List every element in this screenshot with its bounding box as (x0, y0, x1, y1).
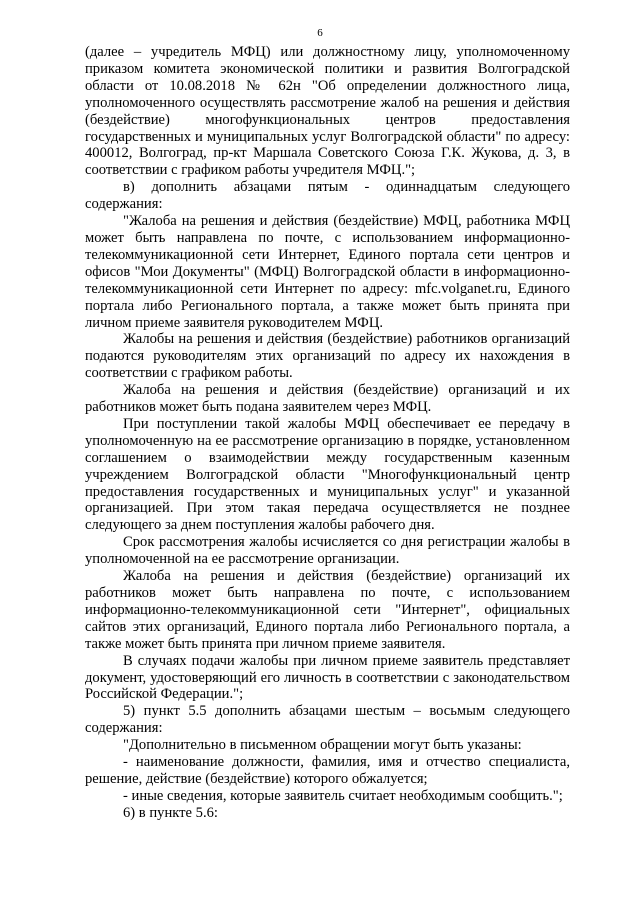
paragraph: Жалоба на решения и действия (бездействие) организаций их работников может быть направлена по почте, с использованием информационно-телекоммуникационной сети "Интернет", официальных сайтов этих организаций, Единого портала либо Регионального портала, а также может быть принята при личном приеме заявителя. (85, 568, 570, 652)
paragraph: В случаях подачи жалобы при личном приеме заявитель представляет документ, удостоверяющий его личность в соответствии с законодательством Российской Федерации."; (85, 652, 570, 703)
document-body (85, 44, 570, 822)
page-number: 6 (317, 27, 323, 39)
paragraph: 6) в пункте 5.6: (123, 804, 218, 821)
paragraph: "Жалоба на решения и действия (бездействие) МФЦ, работника МФЦ может быть направлена по почте, с использованием информационно-телекоммуникационной сети Интернет, Единого портала сети центров и офисов "Мои Документы" (МФЦ) Волгоградской области в информационно-телекоммуникационной сети Интернет по адресу: mfc.volganet.ru, Единого портала либо Регионального портала, а также может быть принята при личном приеме заявителя руководителем МФЦ. (85, 213, 570, 331)
paragraph: - иные сведения, которые заявитель считает необходимым сообщить."; (123, 787, 563, 804)
paragraph: Жалобы на решения и действия (бездействие) работников организаций подаются руководителям этих организаций по адресу их нахождения в соответствии с графиком работы. (85, 331, 570, 382)
paragraph: 5) пункт 5.5 дополнить абзацами шестым – восьмым следующего содержания: (85, 703, 570, 737)
paragraph: - наименование должности, фамилия, имя и отчество специалиста, решение, действие (бездействие) которого обжалуется; (85, 754, 570, 787)
paragraph: Жалоба на решения и действия (бездействие) организаций и их работников может быть подана заявителем через МФЦ. (85, 382, 570, 416)
paragraph: При поступлении такой жалобы МФЦ обеспечивает ее передачу в уполномоченную на ее рассмотрение организацию в порядке, установленном соглашением о взаимодействии между государственным казенным учреждением Волгоградской области "Многофункциональный центр предоставления государственных и муниципальных услуг" и указанной организацией. При этом такая передача осуществляется не позднее следующего за днем поступления жалобы рабочего дня. (85, 415, 570, 534)
paragraph: Срок рассмотрения жалобы исчисляется со дня регистрации жалобы в уполномоченной на ее рассмотрение организации. (85, 534, 570, 568)
paragraph: "Дополнительно в письменном обращении могут быть указаны: (123, 737, 522, 754)
paragraph: (далее – учредитель МФЦ) или должностному лицу, уполномоченному приказом комитета экономической политики и развития Волгоградской области от 10.08.2018 № 62н "Об определении должностного лица, уполномоченного осуществлять рассмотрение жалоб на решения и действия (бездействие) многофункциональных центров предоставления государственных и муниципальных услуг Волгоградской области" по адресу: 400012, Волгоград, пр-кт Маршала Советского Союза Г.К. Жукова, д. 3, в соответствии с графиком работы учредителя МФЦ."; (85, 44, 570, 179)
paragraph: в) дополнить абзацами пятым - одиннадцатым следующего содержания: (85, 179, 570, 213)
